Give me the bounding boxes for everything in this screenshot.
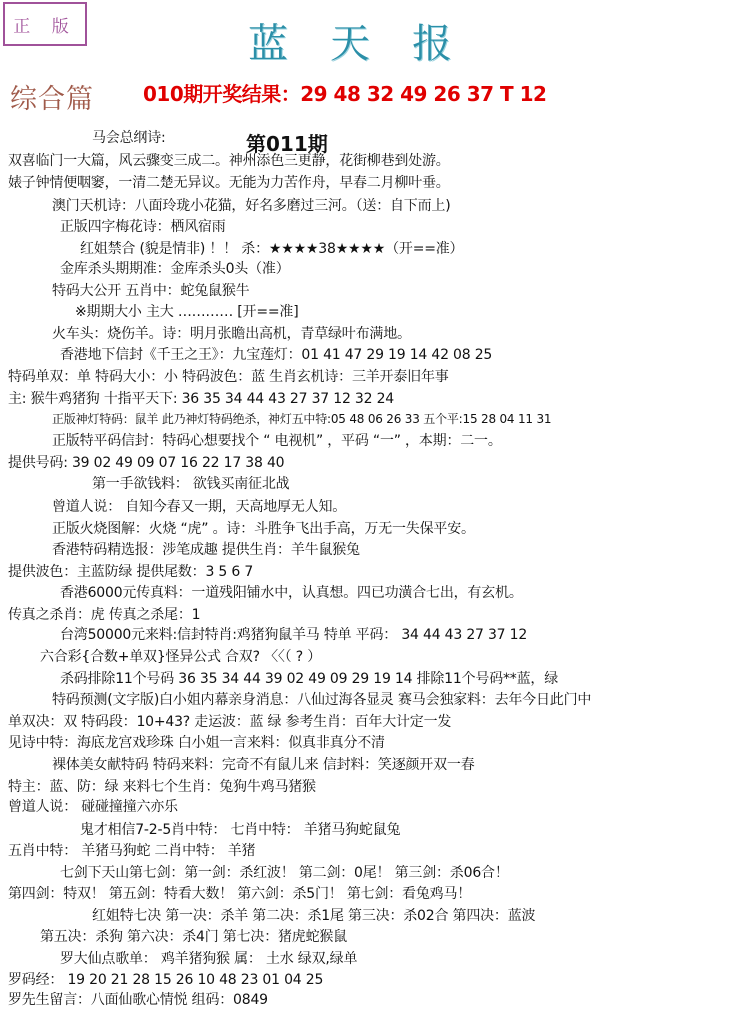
content-line: 正版四字梅花诗：栖风宿雨 xyxy=(60,219,226,235)
content-line: 曾道人说： 碰碰撞撞六亦乐 xyxy=(8,799,178,815)
content-line: 罗先生留言：八面仙歌心情悦 组码：0849 xyxy=(8,992,268,1008)
content-line: 鬼才相信7-2-5肖中特： 七肖中特： 羊猪马狗蛇鼠兔 xyxy=(80,822,401,838)
content-line: 澳门天机诗：八面玲珑小花猫，好名多磨过三河。（送：自下而上) xyxy=(52,198,451,214)
content-line: 主: 猴牛鸡猪狗 十指平天下: 36 35 34 44 43 27 37 12 32 24 xyxy=(8,391,394,407)
content-line: 特码预测(文字版)白小姐内幕亲身消息：八仙过海各显灵 赛马会独家料：去年今日此门中 xyxy=(52,692,592,708)
content-line: 红姐特七决 第一决：杀羊 第二决：杀1尾 第三决：杀02合 第四决：蓝波 xyxy=(92,908,536,924)
content-line: 双喜临门一大篇，风云骤变三成二。神州添色三更静，花街柳巷到处游。 xyxy=(8,153,450,169)
content-line: ※期期大小 主大 ………… [开==准] xyxy=(75,304,299,320)
content-line: 台湾50000元来料:信封特肖:鸡猪狗鼠羊马 特单 平码： 34 44 43 27 37 12 xyxy=(60,627,528,643)
content-line: 杀码排除11个号码 36 35 34 44 39 02 49 09 29 19 14 排除11个号码**蓝，绿 xyxy=(60,671,558,687)
content-line: 金库杀头期期准：金库杀头0头（准） xyxy=(60,261,290,277)
content-line: 罗大仙点歌单： 鸡羊猪狗猴 属： 土水 绿双,绿单 xyxy=(60,951,358,967)
section-title: 综合篇 xyxy=(10,84,94,115)
previous-result: 010期开奖结果：29 48 32 49 26 37 T 12 xyxy=(143,82,547,106)
content-line: 七剑下天山第七剑：第一剑：杀红波！ 第二剑：0尾！ 第三剑：杀06合！ xyxy=(60,865,509,881)
content-line: 特主：蓝、防：绿 来料七个生肖：兔狗牛鸡马猪猴 xyxy=(8,779,316,795)
content-line: 提供波色：主蓝防绿 提供尾数：3 5 6 7 xyxy=(8,564,254,580)
content-line: 传真之杀肖：虎 传真之杀尾：1 xyxy=(8,607,201,623)
content-line: 提供号码: 39 02 49 09 07 16 22 17 38 40 xyxy=(8,455,285,471)
content-line: 特码单双：单 特码大小：小 特码波色：蓝 生肖玄机诗：三羊开泰旧年事 xyxy=(8,369,449,385)
content-line: 香港特码精选报：涉笔成趣 提供生肖：羊牛鼠猴兔 xyxy=(52,542,360,558)
content-line: 香港6000元传真料：一道残阳铺水中，认真想。四已功潢合七出，有玄机。 xyxy=(60,585,523,601)
content-line: 第四剑：特双！ 第五剑：特看大数！ 第六剑：杀5门！ 第七剑：看兔鸡马！ xyxy=(8,886,472,902)
masthead-title: 蓝天报 xyxy=(248,21,494,67)
content-line: 火车头：烧伤羊。诗：明月张瞻出高机，青草绿叶布满地。 xyxy=(52,326,411,342)
content-line: 曾道人说： 自知今春又一期，天高地厚无人知。 xyxy=(52,499,347,515)
content-line: 婊子钟情便咽窭，一清二楚无异议。无能为力苦作舟，早春二月柳叶垂。 xyxy=(8,175,450,191)
content-line: 特码大公开 五肖中：蛇兔鼠猴牛 xyxy=(52,283,250,299)
content-line: 第一手欲钱料： 欲钱买南征北战 xyxy=(92,476,290,492)
issue-number: 第011期 xyxy=(246,132,328,156)
content-line: 见诗中特：海底龙宫戏珍珠 白小姐一言来料：似真非真分不清 xyxy=(8,735,385,751)
content-line: 马会总纲诗: xyxy=(92,130,166,146)
content-line: 五肖中特： 羊猪马狗蛇 二肖中特： 羊猪 xyxy=(8,843,256,859)
content-line: 罗码经： 19 20 21 28 15 26 10 48 23 01 04 25 xyxy=(8,972,324,988)
content-line: 裸体美女献特码 特码来料：完奇不有鼠儿来 信封料：笑逐颜开双一春 xyxy=(52,757,475,773)
content-line: 正版火烧图解：火烧 “虎” 。诗：斗胜争飞出手高，万无一失保平安。 xyxy=(52,521,475,537)
content-line: 第五决：杀狗 第六决：杀4门 第七决：猪虎蛇猴鼠 xyxy=(40,929,348,945)
content-line: 香港地下信封《千王之王》：九宝莲灯：01 41 47 29 19 14 42 08 25 xyxy=(60,347,493,363)
content-line: 单双决：双 特码段：10+43? 走运波：蓝 绿 参考生肖：百年大计定一发 xyxy=(8,714,452,730)
genuine-stamp: 正 版 xyxy=(3,2,87,46)
content-line: 六合彩{合数+单双}怪异公式 合双? 〈〈（ ? ） xyxy=(40,649,322,665)
content-line: 正版神灯特码：鼠羊 此乃神灯特码绝杀，神灯五中特:05 48 06 26 33 五个平:15 28 04 11 31 xyxy=(52,412,552,426)
content-line: 红姐禁合 (貌是情非) ！！ 杀：★★★★38★★★★（开==准） xyxy=(80,241,464,257)
content-line: 正版特平码信封：特码心想要找个 “ 电视机” ，平码 “一” ，本期：二一。 xyxy=(52,433,502,449)
